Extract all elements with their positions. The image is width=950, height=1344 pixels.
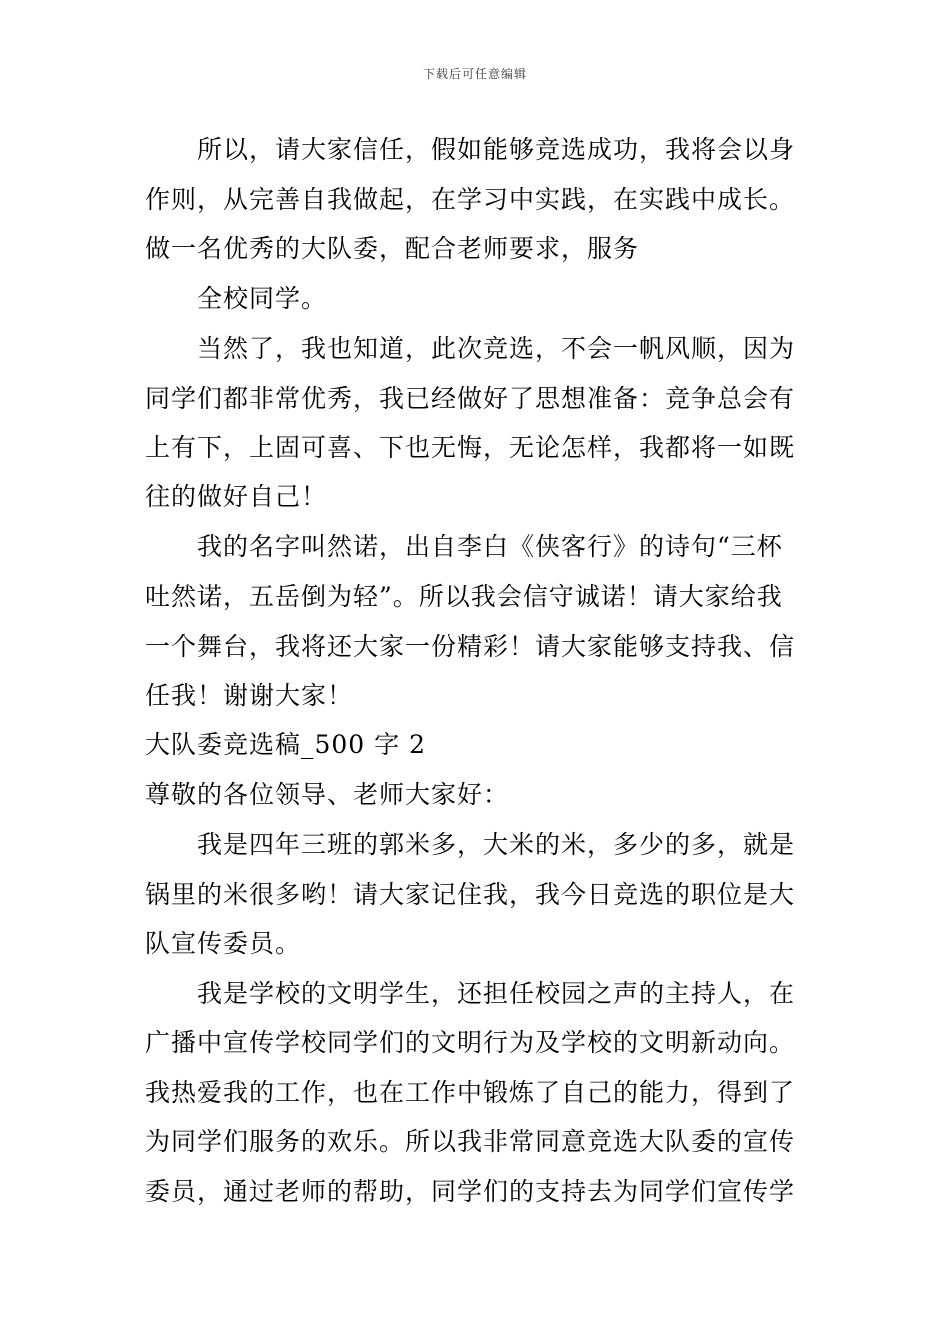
text-line: 上有下，上固可喜、下也无悔，无论怎样，我都将一如既 — [145, 433, 796, 462]
text-line: 同学们都非常优秀，我已经做好了思想准备：竞争总会有 — [145, 384, 796, 413]
salutation-line: 尊敬的各位领导、老师大家好： — [145, 780, 510, 809]
text-line: 我是学校的文明学生，还担任校园之声的主持人，在 — [197, 979, 796, 1008]
section-heading: 大队委竞选稿_500 字 2 — [145, 730, 427, 759]
text-line: 全校同学。 — [197, 284, 328, 313]
text-line: 队宣传委员。 — [145, 929, 302, 958]
text-line: 我热爱我的工作，也在工作中锻炼了自己的能力，得到了 — [145, 1078, 796, 1107]
text-line: 作则，从完善自我做起，在学习中实践，在实践中成长。 — [145, 185, 796, 214]
text-line: 广播中宣传学校同学们的文明行为及学校的文明新动向。 — [145, 1028, 796, 1057]
text-line: 我是四年三班的郭米多，大米的米，多少的多，就是 — [197, 830, 796, 859]
header-note: 下载后可任意编辑 — [422, 67, 527, 81]
text-line: 做一名优秀的大队委，配合老师要求，服务 — [145, 234, 640, 263]
text-line: 委员，通过老师的帮助，同学们的支持去为同学们宣传学 — [145, 1177, 796, 1206]
text-line: 任我！谢谢大家！ — [145, 681, 354, 710]
text-line: 所以，请大家信任，假如能够竞选成功，我将会以身 — [197, 135, 796, 164]
text-line: 当然了，我也知道，此次竞选，不会一帆风顺，因为 — [197, 334, 796, 363]
text-line: 吐然诺，五岳倒为轻”。所以我会信守诚诺！请大家给我 — [145, 582, 783, 611]
text-line: 一个舞台，我将还大家一份精彩！请大家能够支持我、信 — [145, 632, 796, 661]
text-line: 为同学们服务的欢乐。所以我非常同意竞选大队委的宣传 — [145, 1127, 796, 1156]
text-line: 往的做好自己！ — [145, 482, 328, 511]
text-line: 锅里的米很多哟！请大家记住我，我今日竞选的职位是大 — [145, 880, 796, 909]
text-line: 我的名字叫然诺，出自李白《侠客行》的诗句“三杯 — [197, 532, 783, 561]
